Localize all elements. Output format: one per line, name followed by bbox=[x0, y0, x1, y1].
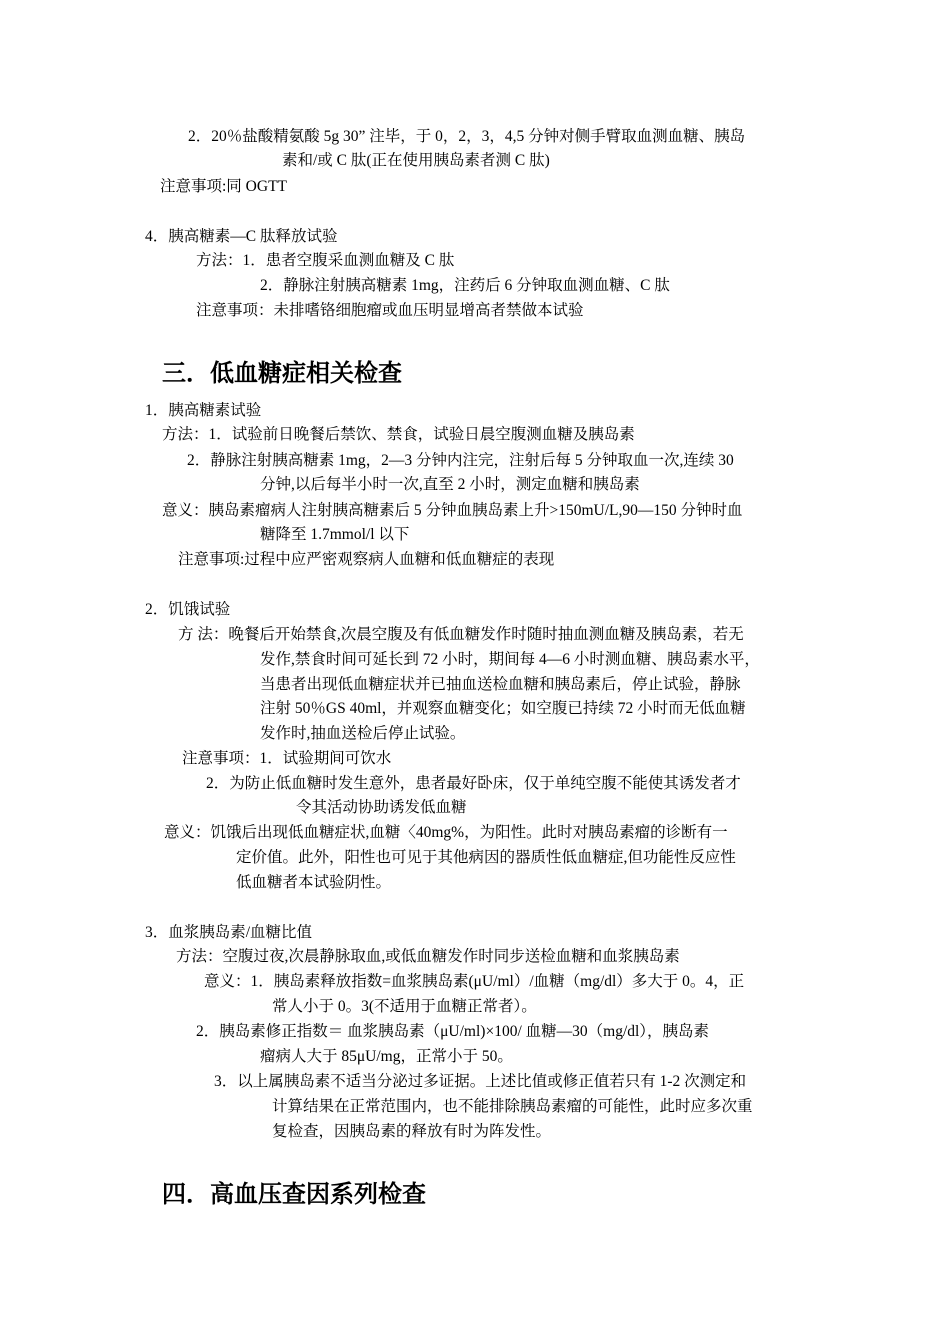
meaning-step-2-line-2: 瘤病人大于 85μU/mg，正常小于 50。 bbox=[260, 1048, 513, 1065]
method-line-3: 当患者出现低血糖症状并已抽血送检血糖和胰岛素后，停止试验，静脉 bbox=[260, 676, 741, 693]
section-heading-hypoglycemia: 三．低血糖症相关检查 bbox=[162, 359, 402, 387]
meaning-line-3: 低血糖者本试验阴性。 bbox=[236, 874, 392, 891]
method-step-2: 2．静脉注射胰高糖素 1mg，注药后 6 分钟取血测血糖、C 肽 bbox=[260, 277, 670, 294]
test-title-glucagon-c-peptide: 4．胰高糖素—C 肽释放试验 bbox=[145, 228, 338, 245]
test-title-insulin-glucose-ratio: 3．血浆胰岛素/血糖比值 bbox=[145, 924, 313, 941]
method-line-1: 方 法：晚餐后开始禁食,次晨空腹及有低血糖发作时随时抽血测血糖及胰岛素，若无 bbox=[178, 626, 744, 643]
meaning-step-2-line-1: 2．胰岛素修正指数＝ 血浆胰岛素（μU/ml)×100/ 血糖—30（mg/dl），胰岛素 bbox=[196, 1023, 710, 1040]
note-line: 注意事项:过程中应严密观察病人血糖和低血糖症的表现 bbox=[178, 551, 555, 568]
note-line: 注意事项:同 OGTT bbox=[160, 178, 288, 195]
meaning-line-2: 定价值。此外，阳性也可见于其他病因的器质性低血糖症,但功能性反应性 bbox=[236, 849, 736, 866]
meaning-line-1: 意义：胰岛素瘤病人注射胰高糖素后 5 分钟血胰岛素上升>150mU/L,90—150 分钟时血 bbox=[162, 502, 743, 519]
method-line-5: 发作时,抽血送检后停止试验。 bbox=[260, 725, 466, 742]
meaning-step-3-line-2: 计算结果在正常范围内，也不能排除胰岛素瘤的可能性，此时应多次重 bbox=[272, 1098, 753, 1115]
method-step-1: 方法：1．试验前日晚餐后禁饮、禁食，试验日晨空腹测血糖及胰岛素 bbox=[162, 426, 635, 443]
method-line-4: 注射 50％GS 40ml，并观察血糖变化；如空腹已持续 72 小时而无低血糖 bbox=[260, 700, 746, 717]
meaning-step-3-line-3: 复检查，因胰岛素的释放有时为阵发性。 bbox=[272, 1123, 552, 1140]
method-line: 方法：空腹过夜,次晨静脉取血,或低血糖发作时同步送检血糖和血浆胰岛素 bbox=[176, 948, 680, 965]
method-step-2-line-2: 分钟,以后每半小时一次,直至 2 小时，测定血糖和胰岛素 bbox=[260, 476, 640, 493]
meaning-line-2: 糖降至 1.7mmol/l 以下 bbox=[260, 526, 410, 543]
test-title-fasting: 2．饥饿试验 bbox=[145, 601, 231, 618]
note-step-2-line-2: 令其活动协助诱发低血糖 bbox=[296, 799, 467, 816]
method-line-2: 发作,禁食时间可延长到 72 小时，期间每 4—6 小时测血糖、胰岛素水平， bbox=[260, 651, 760, 668]
method-step-2-line-1: 2．静脉注射胰高糖素 1mg，2—3 分钟内注完，注射后每 5 分钟取血一次,连续 30 bbox=[187, 452, 734, 469]
note-step-1: 注意事项：1．试验期间可饮水 bbox=[182, 750, 392, 767]
test-title-glucagon: 1．胰高糖素试验 bbox=[145, 402, 262, 419]
meaning-step-1-line-1: 意义：1．胰岛素释放指数=血浆胰岛素(μU/ml）/血糖（mg/dl）多大于 0。4，正 bbox=[204, 973, 745, 990]
method-step-2-line-2: 素和/或 C 肽(正在使用胰岛素者测 C 肽) bbox=[282, 152, 550, 169]
method-step-2-line-1: 2．20％盐酸精氨酸 5g 30” 注毕，于 0，2，3，4,5 分钟对侧手臂取血测血糖、胰岛 bbox=[188, 128, 746, 145]
note-step-2-line-1: 2．为防止低血糖时发生意外，患者最好卧床，仅于单纯空腹不能使其诱发者才 bbox=[206, 775, 741, 792]
note-line: 注意事项：未排嗜铬细胞瘤或血压明显增高者禁做本试验 bbox=[196, 302, 584, 319]
meaning-step-1-line-2: 常人小于 0。3(不适用于血糖正常者）。 bbox=[272, 998, 537, 1015]
section-heading-hypertension: 四．高血压查因系列检查 bbox=[162, 1180, 426, 1208]
method-step-1: 方法：1．患者空腹采血测血糖及 C 肽 bbox=[196, 252, 455, 269]
meaning-line-1: 意义：饥饿后出现低血糖症状,血糖〈40mg%，为阳性。此时对胰岛素瘤的诊断有一 bbox=[164, 824, 728, 841]
meaning-step-3-line-1: 3．以上属胰岛素不适当分泌过多证据。上述比值或修正值若只有 1-2 次测定和 bbox=[214, 1073, 747, 1090]
